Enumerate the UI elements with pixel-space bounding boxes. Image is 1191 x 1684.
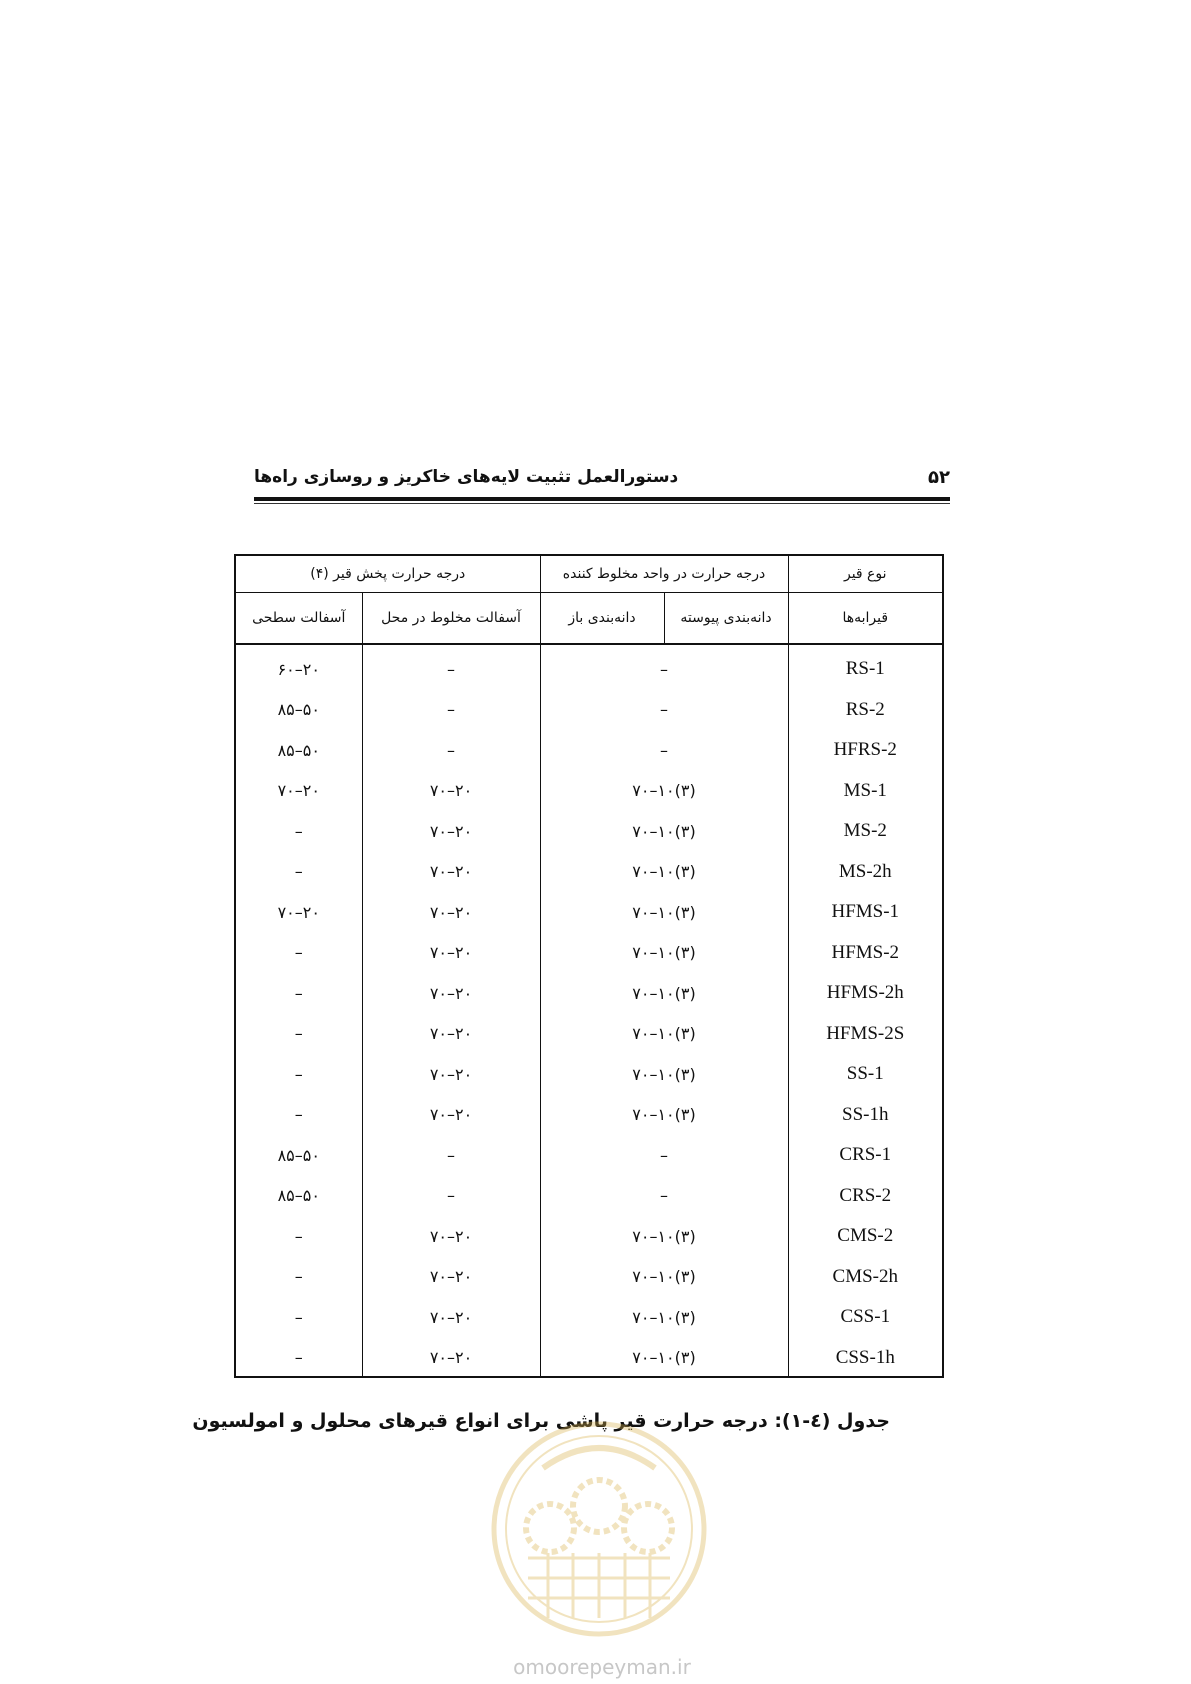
row-mixing-temp: (۳)۱۰–۷۰ <box>540 1095 788 1136</box>
row-bitumen-type: CMS-2h <box>788 1257 942 1298</box>
row-surface-temp: – <box>294 1105 303 1125</box>
row-road-mix-temp: ۲۰–۷۰ <box>362 852 540 893</box>
row-mixing-temp: (۳)۱۰–۷۰ <box>540 1014 788 1055</box>
header-mixing-temp: درجه حرارت در واحد مخلوط کننده <box>540 556 788 593</box>
row-road-mix-temp: ۲۰–۷۰ <box>362 811 540 852</box>
row-surface-temp: ۲۰–۶۰ <box>277 659 320 679</box>
row-bitumen-type: RS-1 <box>788 644 942 690</box>
omoore-peyman-seal-icon <box>488 1418 710 1658</box>
row-surface-temp: ۲۰–۷۰ <box>277 902 320 922</box>
row-surface-temp: – <box>294 1226 303 1246</box>
table-row <box>236 730 942 771</box>
row-surface-temp: – <box>294 1307 303 1327</box>
row-surface-temp: – <box>294 1064 303 1084</box>
row-bitumen-type: SS-1 <box>788 1054 942 1095</box>
row-road-mix-temp: ۲۰–۷۰ <box>362 771 540 812</box>
row-mixing-temp: – <box>540 644 788 690</box>
header-spraying-temp: درجه حرارت پخش قیر (۴) <box>236 556 540 593</box>
row-road-mix-temp: ۲۰–۷۰ <box>362 1297 540 1338</box>
row-mixing-temp: (۳)۱۰–۷۰ <box>540 933 788 974</box>
page-number: ۵۲ <box>928 467 950 488</box>
header-row-sub <box>236 593 942 645</box>
row-mixing-temp: (۳)۱۰–۷۰ <box>540 1297 788 1338</box>
row-road-mix-temp: – <box>362 1135 540 1176</box>
table-row <box>236 892 942 933</box>
row-road-mix-temp: ۲۰–۷۰ <box>362 933 540 974</box>
row-road-mix-temp: – <box>362 1176 540 1217</box>
table-caption: جدول (٤-١): درجه حرارت قیر پاشی برای انواع قیرهای محلول و امولسیون <box>192 1410 890 1432</box>
row-mixing-temp: (۳)۱۰–۷۰ <box>540 811 788 852</box>
row-surface-temp: – <box>294 821 303 841</box>
row-surface-temp: – <box>294 983 303 1003</box>
row-mixing-temp: – <box>540 1176 788 1217</box>
row-bitumen-type: HFMS-2S <box>788 1014 942 1055</box>
row-road-mix-temp: ۲۰–۷۰ <box>362 892 540 933</box>
row-surface-temp: – <box>294 943 303 963</box>
table-body <box>236 644 942 1378</box>
row-mixing-temp: (۳)۱۰–۷۰ <box>540 1054 788 1095</box>
row-mixing-temp: (۳)۱۰–۷۰ <box>540 1257 788 1298</box>
row-mixing-temp: (۳)۱۰–۷۰ <box>540 771 788 812</box>
page-header <box>254 463 950 499</box>
header-type: نوع قیر <box>788 556 942 593</box>
row-road-mix-temp: ۲۰–۷۰ <box>362 1257 540 1298</box>
bitumen-temperature-table <box>234 554 944 1378</box>
header-rule-thin <box>254 503 950 504</box>
row-bitumen-type: MS-2 <box>788 811 942 852</box>
table-row <box>236 973 942 1014</box>
header-road-mix: آسفالت مخلوط در محل <box>362 593 540 645</box>
header-dense-graded: دانه‌بندی پیوسته <box>664 593 788 645</box>
row-bitumen-type: RS-2 <box>788 690 942 731</box>
row-bitumen-type: CSS-1 <box>788 1297 942 1338</box>
row-bitumen-type: HFMS-2h <box>788 973 942 1014</box>
header-emulsions: قیرابه‌ها <box>788 593 942 645</box>
row-bitumen-type: CRS-2 <box>788 1176 942 1217</box>
row-mixing-temp: (۳)۱۰–۷۰ <box>540 892 788 933</box>
table-row <box>236 1176 942 1217</box>
row-road-mix-temp: – <box>362 730 540 771</box>
table-row <box>236 811 942 852</box>
row-surface-temp: ۵۰–۸۵ <box>277 700 320 720</box>
header-rule-thick <box>254 497 950 501</box>
row-mixing-temp: (۳)۱۰–۷۰ <box>540 973 788 1014</box>
row-road-mix-temp: – <box>362 690 540 731</box>
row-road-mix-temp: ۲۰–۷۰ <box>362 1014 540 1055</box>
table-row <box>236 690 942 731</box>
row-surface-temp: ۲۰–۷۰ <box>277 781 320 801</box>
row-road-mix-temp: ۲۰–۷۰ <box>362 1095 540 1136</box>
row-road-mix-temp: ۲۰–۷۰ <box>362 973 540 1014</box>
row-mixing-temp: (۳)۱۰–۷۰ <box>540 852 788 893</box>
row-mixing-temp: (۳)۱۰–۷۰ <box>540 1216 788 1257</box>
row-mixing-temp: – <box>540 1135 788 1176</box>
row-surface-temp: ۵۰–۸۵ <box>277 1145 320 1165</box>
row-bitumen-type: HFMS-2 <box>788 933 942 974</box>
table-row <box>236 771 942 812</box>
table-row <box>236 1095 942 1136</box>
table-row <box>236 1257 942 1298</box>
row-bitumen-type: MS-1 <box>788 771 942 812</box>
row-surface-temp: – <box>294 1024 303 1044</box>
header-open-graded: دانه‌بندی باز <box>540 593 664 645</box>
row-road-mix-temp: ۲۰–۷۰ <box>362 1054 540 1095</box>
table-grid <box>236 556 942 1378</box>
row-road-mix-temp: ۲۰–۷۰ <box>362 1216 540 1257</box>
row-surface-temp: – <box>294 1267 303 1287</box>
table-row <box>236 644 942 690</box>
row-bitumen-type: CMS-2 <box>788 1216 942 1257</box>
row-bitumen-type: MS-2h <box>788 852 942 893</box>
row-surface-temp: – <box>294 862 303 882</box>
table-row <box>236 1338 942 1379</box>
row-mixing-temp: – <box>540 690 788 731</box>
row-bitumen-type: CSS-1h <box>788 1338 942 1379</box>
row-mixing-temp: (۳)۱۰–۷۰ <box>540 1338 788 1379</box>
table-row <box>236 852 942 893</box>
row-bitumen-type: HFMS-1 <box>788 892 942 933</box>
row-road-mix-temp: – <box>362 644 540 690</box>
row-road-mix-temp: ۲۰–۷۰ <box>362 1338 540 1379</box>
row-bitumen-type: HFRS-2 <box>788 730 942 771</box>
row-mixing-temp: – <box>540 730 788 771</box>
table-row <box>236 1216 942 1257</box>
row-surface-temp: – <box>294 1348 303 1368</box>
row-surface-temp: ۵۰–۸۵ <box>277 740 320 760</box>
row-bitumen-type: SS-1h <box>788 1095 942 1136</box>
row-bitumen-type: CRS-1 <box>788 1135 942 1176</box>
header-row-top <box>236 556 942 593</box>
row-surface-temp: ۵۰–۸۵ <box>277 1186 320 1206</box>
table-row <box>236 1135 942 1176</box>
table-row <box>236 1297 942 1338</box>
table-row <box>236 1054 942 1095</box>
header-surface: آسفالت سطحی <box>236 593 362 645</box>
running-title: دستورالعمل تثبیت لایه‌های خاکریز و روسازی راه‌ها <box>254 467 679 487</box>
watermark-text: omoorepeyman.ir <box>513 1655 691 1679</box>
table-row <box>236 933 942 974</box>
table-row <box>236 1014 942 1055</box>
